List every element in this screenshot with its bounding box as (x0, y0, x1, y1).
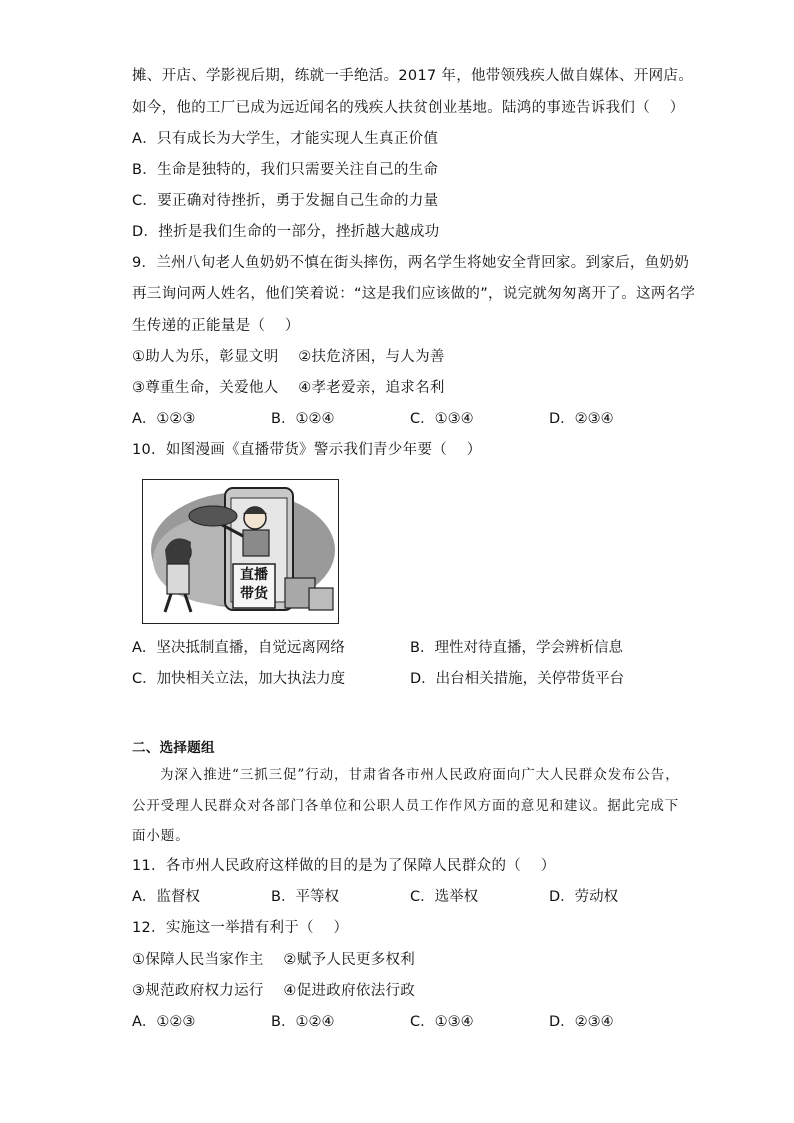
passage-line-1: 为深入推进“三抓三促”行动，甘肃省各市州人民政府面向广大人民群众发布公告， (160, 767, 680, 783)
q12-items-row-1: ①保障人民当家作主 ②赋予人民更多权利 (132, 952, 416, 968)
q12-choice-b: B．①②④ (271, 1014, 335, 1030)
q10-option-c: C．加快相关立法，加大执法力度 (132, 671, 346, 687)
q9-stem-line-2: 再三询问两人姓名，他们笑着说：“这是我们应该做的”，说完就匆匆离开了。这两名学 (132, 286, 696, 302)
q8-option-d: D．挫折是我们生命的一部分，挫折越大越成功 (132, 224, 440, 240)
q8-option-b: B．生命是独特的，我们只需要关注自己的生命 (132, 162, 439, 178)
q9-stem-line-1: 9．兰州八旬老人鱼奶奶不慎在街头摔伤，两名学生将她安全背回家。到家后，鱼奶奶 (132, 255, 690, 271)
q10-option-b: B．理性对待直播，学会辨析信息 (410, 640, 623, 656)
q9-choice-d: D．②③④ (549, 411, 614, 427)
q11-choice-a: A．监督权 (132, 889, 200, 905)
q12-choice-a: A．①②③ (132, 1014, 196, 1030)
passage-line-3: 面小题。 (132, 828, 190, 844)
q9-choice-a: A．①②③ (132, 411, 196, 427)
q12-choice-d: D．②③④ (549, 1014, 614, 1030)
q12-choice-c: C．①③④ (410, 1014, 474, 1030)
q9-items-row-2: ③尊重生命，关爱他人 ④孝老爱亲，追求名利 (132, 380, 445, 396)
q8-option-c: C．要正确对待挫折，勇于发掘自己生命的力量 (132, 193, 439, 209)
q11-choice-c: C．选举权 (410, 889, 479, 905)
cartoon-sign-line-2: 带货 (240, 586, 268, 602)
q12-items-row-2: ③规范政府权力运行 ④促进政府依法行政 (132, 983, 416, 999)
q9-items-row-1: ①助人为乐，彰显文明 ②扶危济困，与人为善 (132, 349, 445, 365)
q11-choice-b: B．平等权 (271, 889, 339, 905)
q10-option-d: D．出台相关措施，关停带货平台 (410, 671, 625, 687)
section-heading: 二、选择题组 (132, 740, 215, 756)
q8-option-a: A．只有成长为大学生，才能实现人生真正价值 (132, 131, 439, 147)
live-streaming-cartoon (142, 479, 339, 624)
passage-line-2: 公开受理人民群众对各部门各单位和公职人员工作作风方面的意见和建议。据此完成下 (132, 798, 680, 814)
q8-text-line-2: 如今，他的工厂已成为远近闻名的残疾人扶贫创业基地。陆鸿的事迹告诉我们（ ） (132, 100, 685, 116)
q12-stem: 12．实施这一举措有利于（ ） (132, 920, 349, 936)
q8-text-line-1: 摊、开店、学影视后期，练就一手绝活。2017 年，他带领残疾人做自媒体、开网店。 (132, 68, 694, 84)
q10-stem: 10．如图漫画《直播带货》警示我们青少年要（ ） (132, 442, 482, 458)
q11-stem: 11．各市州人民政府这样做的目的是为了保障人民群众的（ ） (132, 858, 556, 874)
cartoon-sign-line-1: 直播 (240, 567, 268, 583)
q10-option-a: A．坚决抵制直播，自觉远离网络 (132, 640, 345, 656)
q9-choice-b: B．①②④ (271, 411, 335, 427)
q9-choice-c: C．①③④ (410, 411, 474, 427)
q11-choice-d: D．劳动权 (549, 889, 619, 905)
q9-stem-line-3: 生传递的正能量是（ ） (132, 318, 300, 334)
